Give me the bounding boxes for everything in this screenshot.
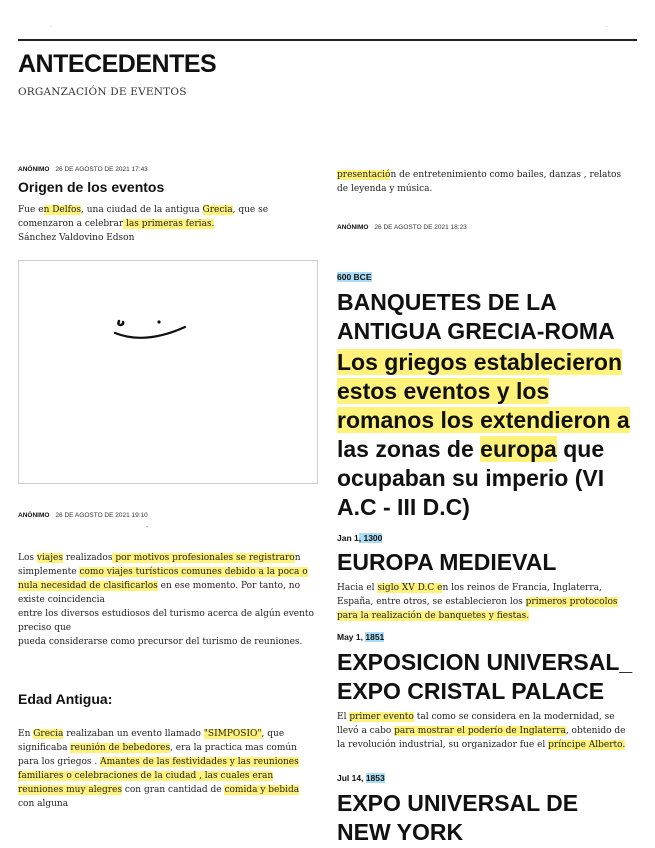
top-dot-right: . xyxy=(606,22,608,29)
event-title: EXPOSICION UNIVERSAL_ EXPO CRISTAL PALACE xyxy=(337,649,633,704)
post-title[interactable]: Origen de los eventos xyxy=(18,179,165,195)
post-author: ANÓNIMO xyxy=(337,224,369,231)
post-date: 26 DE AGOSTO DE 2021 17:43 xyxy=(55,166,148,173)
post-body-line: entre los diversos estudiosos del turismo acerca de algún evento preciso que xyxy=(18,609,314,633)
post-body: Fue en Delfos, una ciudad de la antigua Grecia, que se comenzaron a celebrar las primeras ferias. xyxy=(18,205,269,229)
page-title: ANTECEDENTES xyxy=(18,50,217,78)
post-dot: - xyxy=(146,523,149,531)
post-meta xyxy=(18,166,318,173)
post-signature: Sánchez Valdovino Edson xyxy=(18,233,135,243)
smiley-drawing xyxy=(18,260,318,484)
post-viajes xyxy=(18,512,318,811)
post-body: Los viajes realizados por motivos profesionales se registraron simplemente como viajes turísticos comunes debido a la poca o nula necesidad de clasificarlos en ese momento. Por tanto, no existe coincidencia xyxy=(18,553,308,605)
post-body: En Grecia realizaban un evento llamado "SIMPOSIO", que significaba reunión de bebedores, era la practica mas común para los griegos . Amantes de las festividades y las reuniones familiares o celebraciones de la ciudad , las cuales eran reuniones muy alegres con gran cantidad de comida y bebida con alguna xyxy=(18,729,300,809)
post-body-line: pueda considerarse como precursor del turismo de reuniones. xyxy=(18,637,303,647)
section-heading: Edad Antigua: xyxy=(18,691,113,707)
post-viajes-continued xyxy=(337,168,633,196)
event-title: EUROPA MEDIEVAL xyxy=(337,549,557,575)
event-date: Jul 14, 1853 xyxy=(337,773,385,783)
event-date: Jan 1, 1300 xyxy=(337,533,383,543)
header-rule xyxy=(18,39,637,41)
event-description: Hacia el siglo XV D.C en los reinos de Francia, Inglaterra, España, entre otros, se establecieron los primeros protocolos para la realización de banquetes y fiestas. xyxy=(337,583,618,621)
post-origen xyxy=(18,166,318,245)
page-subtitle: ORGANZACIÓN DE EVENTOS xyxy=(18,86,187,98)
timeline-event xyxy=(337,265,633,522)
event-title: EXPO UNIVERSAL DE NEW YORK xyxy=(337,790,579,845)
post-meta xyxy=(18,512,318,519)
post-meta xyxy=(337,224,633,231)
event-title: BANQUETES DE LA ANTIGUA GRECIA-ROMA xyxy=(337,289,615,344)
post-timeline xyxy=(337,224,633,847)
smiley-face-icon xyxy=(19,261,317,483)
post-author: ANÓNIMO xyxy=(18,512,50,519)
post-date: 26 DE AGOSTO DE 2021 18:23 xyxy=(374,224,467,231)
top-dot-left: . xyxy=(50,22,52,29)
event-description: Los griegos establecieron estos eventos y los romanos los extendieron a las zonas de europa que ocupaban su imperio (VI A.C - III D.C) xyxy=(337,349,630,520)
post-body: presentación de entretenimiento como bailes, danzas , relatos de leyenda y música. xyxy=(337,170,622,194)
timeline-event xyxy=(337,766,633,847)
post-date: 26 DE AGOSTO DE 2021 19:10 xyxy=(55,512,148,519)
event-date: May 1, 1851 xyxy=(337,632,385,642)
timeline-event xyxy=(337,625,633,752)
event-description: El primer evento tal como se considera en la modernidad, se llevó a cabo para mostrar el poderío de Inglaterra, obtenido de la revolución industrial, su organizador fue el príncipe Alberto. xyxy=(337,712,626,750)
timeline-event xyxy=(337,526,633,623)
post-author: ANÓNIMO xyxy=(18,166,50,173)
event-date: 600 BCE xyxy=(337,272,372,282)
